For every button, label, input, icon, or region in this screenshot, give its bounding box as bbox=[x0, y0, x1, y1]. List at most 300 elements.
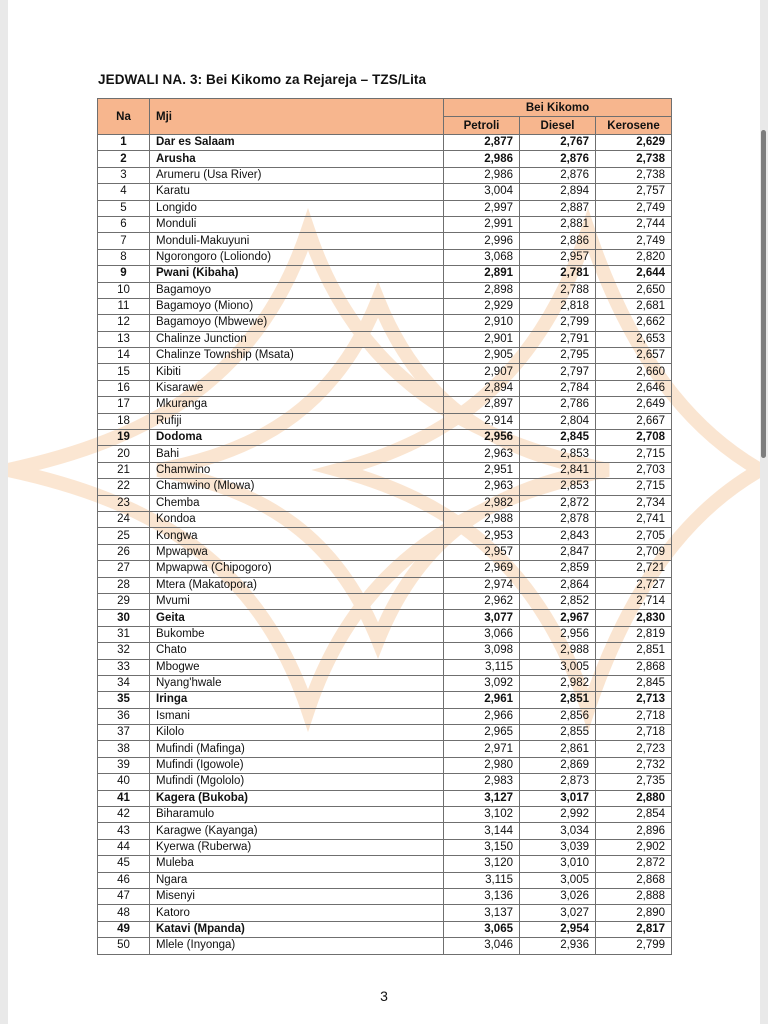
table-row bbox=[98, 708, 672, 724]
table-row bbox=[98, 200, 672, 216]
cell-na: 19 bbox=[98, 430, 150, 446]
cell-diesel: 2,788 bbox=[520, 282, 596, 298]
cell-diesel: 2,859 bbox=[520, 561, 596, 577]
cell-kerosene: 2,851 bbox=[596, 643, 672, 659]
cell-mji: Arusha bbox=[150, 151, 444, 167]
cell-kerosene: 2,741 bbox=[596, 511, 672, 527]
cell-diesel: 2,876 bbox=[520, 167, 596, 183]
table-row bbox=[98, 725, 672, 741]
cell-kerosene: 2,738 bbox=[596, 151, 672, 167]
cell-petroli: 3,098 bbox=[444, 643, 520, 659]
table-row bbox=[98, 626, 672, 642]
cell-mji: Biharamulo bbox=[150, 807, 444, 823]
cell-petroli: 2,898 bbox=[444, 282, 520, 298]
cell-kerosene: 2,650 bbox=[596, 282, 672, 298]
cell-diesel: 2,869 bbox=[520, 757, 596, 773]
cell-mji: Mufindi (Mgololo) bbox=[150, 774, 444, 790]
cell-na: 11 bbox=[98, 298, 150, 314]
table-row bbox=[98, 184, 672, 200]
cell-petroli: 2,986 bbox=[444, 167, 520, 183]
cell-na: 20 bbox=[98, 446, 150, 462]
cell-diesel: 2,957 bbox=[520, 249, 596, 265]
cell-kerosene: 2,880 bbox=[596, 790, 672, 806]
cell-diesel: 2,967 bbox=[520, 610, 596, 626]
table-row bbox=[98, 888, 672, 904]
cell-na: 12 bbox=[98, 315, 150, 331]
cell-diesel: 2,845 bbox=[520, 430, 596, 446]
table-row bbox=[98, 397, 672, 413]
cell-kerosene: 2,734 bbox=[596, 495, 672, 511]
cell-na: 38 bbox=[98, 741, 150, 757]
cell-diesel: 2,988 bbox=[520, 643, 596, 659]
cell-kerosene: 2,896 bbox=[596, 823, 672, 839]
cell-na: 24 bbox=[98, 511, 150, 527]
cell-petroli: 3,136 bbox=[444, 888, 520, 904]
cell-kerosene: 2,868 bbox=[596, 872, 672, 888]
cell-petroli: 2,974 bbox=[444, 577, 520, 593]
cell-na: 41 bbox=[98, 790, 150, 806]
cell-petroli: 2,971 bbox=[444, 741, 520, 757]
cell-petroli: 2,963 bbox=[444, 446, 520, 462]
cell-petroli: 2,969 bbox=[444, 561, 520, 577]
table-row bbox=[98, 774, 672, 790]
cell-diesel: 2,873 bbox=[520, 774, 596, 790]
cell-kerosene: 2,799 bbox=[596, 938, 672, 954]
cell-petroli: 2,894 bbox=[444, 380, 520, 396]
cell-petroli: 3,115 bbox=[444, 872, 520, 888]
cell-diesel: 2,992 bbox=[520, 807, 596, 823]
cell-diesel: 2,799 bbox=[520, 315, 596, 331]
cell-mji: Pwani (Kibaha) bbox=[150, 266, 444, 282]
cell-kerosene: 2,667 bbox=[596, 413, 672, 429]
cell-kerosene: 2,653 bbox=[596, 331, 672, 347]
cell-na: 45 bbox=[98, 856, 150, 872]
table-row bbox=[98, 905, 672, 921]
cell-diesel: 2,795 bbox=[520, 348, 596, 364]
cell-na: 21 bbox=[98, 462, 150, 478]
cell-kerosene: 2,723 bbox=[596, 741, 672, 757]
table-row bbox=[98, 446, 672, 462]
cell-kerosene: 2,868 bbox=[596, 659, 672, 675]
cell-na: 2 bbox=[98, 151, 150, 167]
table-row bbox=[98, 856, 672, 872]
cell-petroli: 2,988 bbox=[444, 511, 520, 527]
cell-na: 22 bbox=[98, 479, 150, 495]
cell-petroli: 2,966 bbox=[444, 708, 520, 724]
table-header bbox=[98, 99, 672, 135]
cell-kerosene: 2,749 bbox=[596, 200, 672, 216]
table-row bbox=[98, 643, 672, 659]
cell-kerosene: 2,738 bbox=[596, 167, 672, 183]
cell-na: 7 bbox=[98, 233, 150, 249]
cell-petroli: 3,127 bbox=[444, 790, 520, 806]
cell-na: 9 bbox=[98, 266, 150, 282]
cell-kerosene: 2,749 bbox=[596, 233, 672, 249]
table-row bbox=[98, 839, 672, 855]
table-row bbox=[98, 249, 672, 265]
cell-petroli: 2,929 bbox=[444, 298, 520, 314]
cell-petroli: 3,115 bbox=[444, 659, 520, 675]
cell-kerosene: 2,705 bbox=[596, 528, 672, 544]
cell-petroli: 2,914 bbox=[444, 413, 520, 429]
cell-na: 8 bbox=[98, 249, 150, 265]
cell-diesel: 2,786 bbox=[520, 397, 596, 413]
cell-kerosene: 2,718 bbox=[596, 708, 672, 724]
cell-diesel: 2,818 bbox=[520, 298, 596, 314]
table-row bbox=[98, 544, 672, 560]
table-row bbox=[98, 790, 672, 806]
cell-mji: Bagamoyo (Mbwewe) bbox=[150, 315, 444, 331]
cell-diesel: 3,039 bbox=[520, 839, 596, 855]
cell-kerosene: 2,660 bbox=[596, 364, 672, 380]
cell-na: 35 bbox=[98, 692, 150, 708]
cell-mji: Dodoma bbox=[150, 430, 444, 446]
cell-mji: Chemba bbox=[150, 495, 444, 511]
cell-kerosene: 2,830 bbox=[596, 610, 672, 626]
cell-diesel: 2,847 bbox=[520, 544, 596, 560]
cell-mji: Kondoa bbox=[150, 511, 444, 527]
cell-petroli: 2,962 bbox=[444, 593, 520, 609]
table-row bbox=[98, 610, 672, 626]
cell-petroli: 2,961 bbox=[444, 692, 520, 708]
cell-na: 31 bbox=[98, 626, 150, 642]
cell-petroli: 3,144 bbox=[444, 823, 520, 839]
cell-kerosene: 2,888 bbox=[596, 888, 672, 904]
cell-mji: Monduli-Makuyuni bbox=[150, 233, 444, 249]
cell-mji: Mkuranga bbox=[150, 397, 444, 413]
cell-mji: Ismani bbox=[150, 708, 444, 724]
cell-diesel: 2,767 bbox=[520, 135, 596, 151]
cell-petroli: 3,004 bbox=[444, 184, 520, 200]
cell-mji: Nyang'hwale bbox=[150, 675, 444, 691]
cell-diesel: 2,878 bbox=[520, 511, 596, 527]
cell-diesel: 2,861 bbox=[520, 741, 596, 757]
cell-petroli: 2,910 bbox=[444, 315, 520, 331]
cell-mji: Kyerwa (Ruberwa) bbox=[150, 839, 444, 855]
cell-mji: Bagamoyo bbox=[150, 282, 444, 298]
table-row bbox=[98, 577, 672, 593]
cell-kerosene: 2,657 bbox=[596, 348, 672, 364]
table-row bbox=[98, 135, 672, 151]
cell-na: 23 bbox=[98, 495, 150, 511]
cell-mji: Rufiji bbox=[150, 413, 444, 429]
table-row bbox=[98, 364, 672, 380]
cell-diesel: 2,936 bbox=[520, 938, 596, 954]
cell-diesel: 3,010 bbox=[520, 856, 596, 872]
cell-diesel: 2,864 bbox=[520, 577, 596, 593]
cell-petroli: 2,986 bbox=[444, 151, 520, 167]
cell-petroli: 3,092 bbox=[444, 675, 520, 691]
cell-diesel: 2,851 bbox=[520, 692, 596, 708]
cell-petroli: 3,102 bbox=[444, 807, 520, 823]
cell-diesel: 2,855 bbox=[520, 725, 596, 741]
cell-mji: Monduli bbox=[150, 216, 444, 232]
cell-kerosene: 2,708 bbox=[596, 430, 672, 446]
document-page bbox=[8, 0, 760, 1024]
cell-mji: Karatu bbox=[150, 184, 444, 200]
cell-petroli: 2,951 bbox=[444, 462, 520, 478]
cell-mji: Chamwino (Mlowa) bbox=[150, 479, 444, 495]
cell-mji: Mvumi bbox=[150, 593, 444, 609]
cell-mji: Bahi bbox=[150, 446, 444, 462]
column-header-na: Na bbox=[98, 99, 150, 135]
cell-mji: Chalinze Junction bbox=[150, 331, 444, 347]
cell-na: 42 bbox=[98, 807, 150, 823]
cell-na: 40 bbox=[98, 774, 150, 790]
cell-na: 27 bbox=[98, 561, 150, 577]
cell-kerosene: 2,721 bbox=[596, 561, 672, 577]
cell-na: 46 bbox=[98, 872, 150, 888]
table-row bbox=[98, 151, 672, 167]
cell-na: 44 bbox=[98, 839, 150, 855]
cell-mji: Katoro bbox=[150, 905, 444, 921]
cell-mji: Kibiti bbox=[150, 364, 444, 380]
cell-kerosene: 2,735 bbox=[596, 774, 672, 790]
table-row bbox=[98, 495, 672, 511]
cell-kerosene: 2,681 bbox=[596, 298, 672, 314]
cell-kerosene: 2,845 bbox=[596, 675, 672, 691]
cell-na: 16 bbox=[98, 380, 150, 396]
cell-kerosene: 2,732 bbox=[596, 757, 672, 773]
table-row bbox=[98, 298, 672, 314]
cell-kerosene: 2,819 bbox=[596, 626, 672, 642]
cell-diesel: 3,005 bbox=[520, 659, 596, 675]
cell-petroli: 2,957 bbox=[444, 544, 520, 560]
table-body bbox=[98, 135, 672, 955]
table-row bbox=[98, 167, 672, 183]
cell-diesel: 2,843 bbox=[520, 528, 596, 544]
cell-mji: Muleba bbox=[150, 856, 444, 872]
column-header-mji: Mji bbox=[150, 99, 444, 135]
table-row bbox=[98, 659, 672, 675]
table-title: JEDWALI NA. 3: Bei Kikomo za Rejareja – TZS/Lita bbox=[98, 72, 427, 87]
cell-petroli: 2,983 bbox=[444, 774, 520, 790]
cell-diesel: 2,872 bbox=[520, 495, 596, 511]
cell-na: 10 bbox=[98, 282, 150, 298]
cell-mji: Mpwapwa bbox=[150, 544, 444, 560]
cell-diesel: 2,956 bbox=[520, 626, 596, 642]
cell-na: 25 bbox=[98, 528, 150, 544]
cell-petroli: 3,137 bbox=[444, 905, 520, 921]
cell-mji: Kilolo bbox=[150, 725, 444, 741]
cell-mji: Mufindi (Igowole) bbox=[150, 757, 444, 773]
table-row bbox=[98, 282, 672, 298]
cell-na: 33 bbox=[98, 659, 150, 675]
cell-kerosene: 2,644 bbox=[596, 266, 672, 282]
cell-petroli: 3,046 bbox=[444, 938, 520, 954]
cell-petroli: 3,065 bbox=[444, 921, 520, 937]
cell-mji: Arumeru (Usa River) bbox=[150, 167, 444, 183]
cell-na: 28 bbox=[98, 577, 150, 593]
cell-mji: Mlele (Inyonga) bbox=[150, 938, 444, 954]
cell-mji: Bukombe bbox=[150, 626, 444, 642]
table-row bbox=[98, 675, 672, 691]
cell-petroli: 2,901 bbox=[444, 331, 520, 347]
cell-kerosene: 2,820 bbox=[596, 249, 672, 265]
table-row bbox=[98, 823, 672, 839]
cell-diesel: 2,797 bbox=[520, 364, 596, 380]
cell-mji: Geita bbox=[150, 610, 444, 626]
cell-kerosene: 2,890 bbox=[596, 905, 672, 921]
cell-na: 4 bbox=[98, 184, 150, 200]
cell-kerosene: 2,629 bbox=[596, 135, 672, 151]
cell-kerosene: 2,727 bbox=[596, 577, 672, 593]
cell-diesel: 2,894 bbox=[520, 184, 596, 200]
table-row bbox=[98, 315, 672, 331]
cell-mji: Katavi (Mpanda) bbox=[150, 921, 444, 937]
table-row bbox=[98, 430, 672, 446]
cell-diesel: 2,853 bbox=[520, 479, 596, 495]
cell-mji: Bagamoyo (Miono) bbox=[150, 298, 444, 314]
cell-mji: Kongwa bbox=[150, 528, 444, 544]
table-row bbox=[98, 938, 672, 954]
cell-mji: Mtera (Makatopora) bbox=[150, 577, 444, 593]
column-header-diesel: Diesel bbox=[520, 117, 596, 135]
cell-diesel: 2,876 bbox=[520, 151, 596, 167]
table-row bbox=[98, 807, 672, 823]
cell-na: 3 bbox=[98, 167, 150, 183]
table-row bbox=[98, 216, 672, 232]
cell-diesel: 2,954 bbox=[520, 921, 596, 937]
cell-diesel: 3,027 bbox=[520, 905, 596, 921]
cell-kerosene: 2,714 bbox=[596, 593, 672, 609]
cell-petroli: 3,068 bbox=[444, 249, 520, 265]
cell-kerosene: 2,709 bbox=[596, 544, 672, 560]
table-row bbox=[98, 266, 672, 282]
cell-kerosene: 2,713 bbox=[596, 692, 672, 708]
cell-na: 39 bbox=[98, 757, 150, 773]
cell-mji: Kisarawe bbox=[150, 380, 444, 396]
cell-petroli: 3,066 bbox=[444, 626, 520, 642]
cell-petroli: 2,905 bbox=[444, 348, 520, 364]
cell-petroli: 2,996 bbox=[444, 233, 520, 249]
table-row bbox=[98, 561, 672, 577]
cell-petroli: 2,997 bbox=[444, 200, 520, 216]
cell-petroli: 3,120 bbox=[444, 856, 520, 872]
column-header-kerosene: Kerosene bbox=[596, 117, 672, 135]
cell-petroli: 2,965 bbox=[444, 725, 520, 741]
cell-mji: Mufindi (Mafinga) bbox=[150, 741, 444, 757]
table-row bbox=[98, 233, 672, 249]
cell-diesel: 3,017 bbox=[520, 790, 596, 806]
cell-na: 30 bbox=[98, 610, 150, 626]
table-row bbox=[98, 348, 672, 364]
table-row bbox=[98, 872, 672, 888]
cell-mji: Iringa bbox=[150, 692, 444, 708]
table-row bbox=[98, 479, 672, 495]
cell-diesel: 2,791 bbox=[520, 331, 596, 347]
table-row bbox=[98, 593, 672, 609]
cell-mji: Kagera (Bukoba) bbox=[150, 790, 444, 806]
cell-petroli: 2,953 bbox=[444, 528, 520, 544]
cell-diesel: 2,887 bbox=[520, 200, 596, 216]
cell-petroli: 2,963 bbox=[444, 479, 520, 495]
table-row bbox=[98, 380, 672, 396]
cell-petroli: 2,956 bbox=[444, 430, 520, 446]
column-header-petroli: Petroli bbox=[444, 117, 520, 135]
cell-kerosene: 2,757 bbox=[596, 184, 672, 200]
cell-na: 37 bbox=[98, 725, 150, 741]
cell-petroli: 3,077 bbox=[444, 610, 520, 626]
cell-na: 5 bbox=[98, 200, 150, 216]
table-row bbox=[98, 462, 672, 478]
cell-na: 50 bbox=[98, 938, 150, 954]
cell-na: 29 bbox=[98, 593, 150, 609]
cell-na: 43 bbox=[98, 823, 150, 839]
cell-kerosene: 2,715 bbox=[596, 446, 672, 462]
cell-na: 15 bbox=[98, 364, 150, 380]
cell-diesel: 2,841 bbox=[520, 462, 596, 478]
cell-petroli: 2,897 bbox=[444, 397, 520, 413]
column-group-header-bei-kikomo: Bei Kikomo bbox=[444, 99, 672, 117]
cell-diesel: 2,886 bbox=[520, 233, 596, 249]
table-row bbox=[98, 741, 672, 757]
table-row bbox=[98, 511, 672, 527]
cell-kerosene: 2,854 bbox=[596, 807, 672, 823]
cell-na: 17 bbox=[98, 397, 150, 413]
cell-na: 14 bbox=[98, 348, 150, 364]
cell-na: 36 bbox=[98, 708, 150, 724]
cell-kerosene: 2,649 bbox=[596, 397, 672, 413]
table-row bbox=[98, 921, 672, 937]
cell-mji: Ngorongoro (Loliondo) bbox=[150, 249, 444, 265]
cell-na: 13 bbox=[98, 331, 150, 347]
cell-mji: Mpwapwa (Chipogoro) bbox=[150, 561, 444, 577]
cell-mji: Misenyi bbox=[150, 888, 444, 904]
cell-petroli: 2,982 bbox=[444, 495, 520, 511]
cell-mji: Mbogwe bbox=[150, 659, 444, 675]
cell-diesel: 2,982 bbox=[520, 675, 596, 691]
cell-mji: Chalinze Township (Msata) bbox=[150, 348, 444, 364]
cell-mji: Chamwino bbox=[150, 462, 444, 478]
cell-kerosene: 2,872 bbox=[596, 856, 672, 872]
cell-diesel: 2,852 bbox=[520, 593, 596, 609]
price-table bbox=[97, 98, 672, 955]
cell-diesel: 3,034 bbox=[520, 823, 596, 839]
table-row bbox=[98, 413, 672, 429]
cell-diesel: 2,804 bbox=[520, 413, 596, 429]
cell-kerosene: 2,817 bbox=[596, 921, 672, 937]
scrollbar[interactable] bbox=[761, 130, 766, 458]
cell-mji: Ngara bbox=[150, 872, 444, 888]
table-row bbox=[98, 331, 672, 347]
cell-kerosene: 2,715 bbox=[596, 479, 672, 495]
cell-na: 47 bbox=[98, 888, 150, 904]
cell-petroli: 2,877 bbox=[444, 135, 520, 151]
cell-mji: Karagwe (Kayanga) bbox=[150, 823, 444, 839]
cell-diesel: 2,853 bbox=[520, 446, 596, 462]
cell-petroli: 2,980 bbox=[444, 757, 520, 773]
cell-na: 48 bbox=[98, 905, 150, 921]
cell-mji: Chato bbox=[150, 643, 444, 659]
page-number: 3 bbox=[380, 988, 388, 1004]
cell-petroli: 2,891 bbox=[444, 266, 520, 282]
table-row bbox=[98, 757, 672, 773]
cell-kerosene: 2,662 bbox=[596, 315, 672, 331]
cell-na: 1 bbox=[98, 135, 150, 151]
cell-petroli: 2,907 bbox=[444, 364, 520, 380]
cell-diesel: 3,005 bbox=[520, 872, 596, 888]
table-row bbox=[98, 528, 672, 544]
cell-mji: Dar es Salaam bbox=[150, 135, 444, 151]
table-row bbox=[98, 692, 672, 708]
cell-na: 32 bbox=[98, 643, 150, 659]
cell-diesel: 2,881 bbox=[520, 216, 596, 232]
cell-kerosene: 2,703 bbox=[596, 462, 672, 478]
cell-na: 18 bbox=[98, 413, 150, 429]
cell-kerosene: 2,744 bbox=[596, 216, 672, 232]
cell-diesel: 3,026 bbox=[520, 888, 596, 904]
